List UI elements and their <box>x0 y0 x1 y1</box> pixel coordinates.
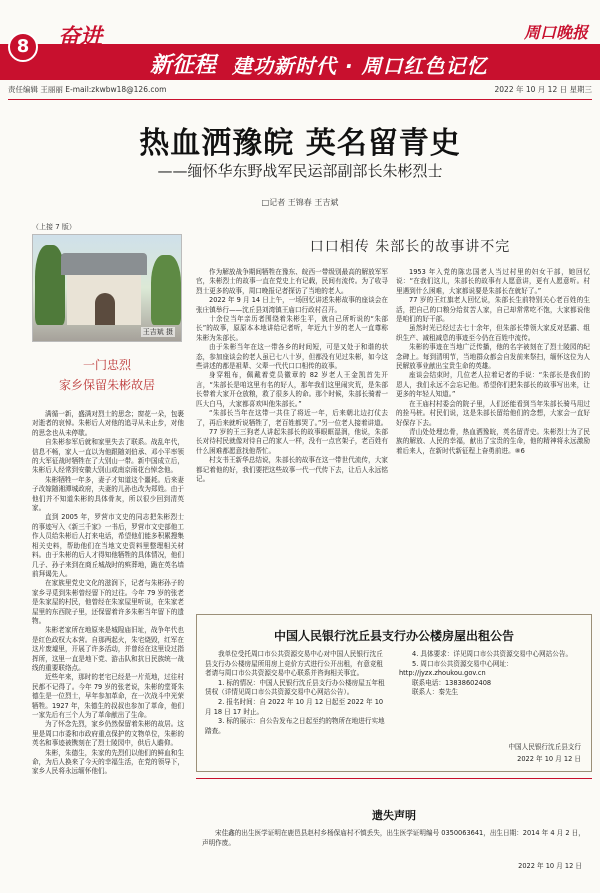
paragraph: 直到 2005 年，罗营市文史的同志把朱彬烈士的事迹写入《新三千家》一书后，罗营市文史部他工作人员给朱彬后人打来电话，希望他们能多积累搜集相关史料，帮助他们在当地文史资料里整理相关材料。由于朱彬的后人才得知他牺牲的具体情况，他们几子、孙子来到在商丘城战时的殡葬地，跪在英名墙前拜谒先人。 <box>32 513 184 578</box>
meta-line <box>8 84 592 100</box>
paragraph: 青山处处埋忠骨，热血洒豫皖，英名留青史。朱彬烈士为了民族的解放、人民的幸福，献出了宝贵的生命，他的精神将永远激励着后来人，在新时代新征程上奋勇前进。⑧6 <box>396 427 590 455</box>
notice-line: 1. 标的情况：中国人民银行沈丘县支行办公楼房屋五年租赁权（详情见周口市公共资源交易中心网站公告）。 <box>205 678 385 697</box>
notice-line: 联系电话：13838602408 <box>412 678 492 687</box>
paragraph: 77 岁的王三狗老人讲起朱部长的故事眼眶湿润，他说，朱部长对待村民就像对待自己的家人一样，没有一点官架子，老百姓有什么困难都愿意找他帮忙。 <box>196 427 388 455</box>
editor-info: 责任编辑 王丽丽 E-mail:zkwbw18@126.com <box>8 85 167 94</box>
former-residence-photo <box>32 234 182 342</box>
paragraph: 身穿粗布，佩戴着党员徽章的 82 岁老人王金凯首先开言，“朱部长是咱这里有名的好人，那年我们这里闹灾荒，是朱部长带着大家开仓放粮，救了很多人的命。那个时候，朱部长骑着一匹大白马，大家都喜欢叫他朱部长。” <box>196 371 388 408</box>
paragraph: 自朱彬参军后就和家里失去了联系。战乱年代，信息不畅，家人一直以为他跟随刘伯承、邓小平率领的大军征战时牺牲在了大别山一带。新中国成立后，朱彬后人经常到安徽大别山或南京雨花台悼念他。 <box>32 438 184 475</box>
section-heading-left-1: 一门忠烈 <box>82 358 131 372</box>
right-column-text <box>396 268 590 602</box>
paragraph: 座谈会结束时，几位老人拉着记者的手说：“朱部长是我们的恩人，我们永远不会忘记他。希望你们把朱部长的故事写出来，让更多的年轻人知道。” <box>396 371 590 399</box>
article-byline: □记者 王锦春 王吉斌 <box>261 198 339 207</box>
notice-line: 2. 报名时间：自 2022 年 10 月 12 日起至 2022 年 10 月 18 日 17 时止。 <box>205 697 384 716</box>
kicker-white-1: 新征程 <box>150 53 217 78</box>
kicker-red: 奋进 <box>58 25 103 50</box>
gate-roof <box>61 253 147 275</box>
notice-column-2 <box>399 650 583 736</box>
article-title: 热血洒豫皖 英名留青史 <box>139 126 461 161</box>
article-subtitle: ——缅怀华东野战军民运部副部长朱彬烈士 <box>157 162 443 180</box>
paragraph: 1953 年入党的陈忠国老人当过村里的妇女干部，她回忆说：“在我们这儿，朱部长的故事有人愿意讲，更有人愿意听。村里遇到什么困难，大家都说要是朱部长在就好了。” <box>396 268 590 295</box>
paragraph: 十余位当年亲历者围绕着朱彬生平，就自己所听说的“朱部长”的故事，原原本本地讲给记者听，年近九十岁的老人一直尊称朱彬为朱部长。 <box>196 315 388 342</box>
middle-column-text <box>196 268 388 602</box>
rental-notice-box <box>196 614 592 772</box>
notice-columns <box>205 650 583 736</box>
notice-line: 5. 周口市公共资源交易中心网址：http://jyzx.zhoukou.gov.cn <box>399 659 513 678</box>
paragraph: 在王庙村村委会的院子里，人们还能看到当年朱部长骑马用过的拴马桩。村民们说，这是朱部长留给他们的念想，大家会一直好好保存下去。 <box>396 399 590 427</box>
notice-column-1 <box>205 650 389 736</box>
left-column-text <box>32 410 184 873</box>
paragraph: 77 岁的王红旗老人回忆说，朱部长生前特别关心老百姓的生活，把自己的口粮分给贫苦人家，自己却常常吃不饱，大家都说他是咱们的好干部。 <box>396 296 590 324</box>
paragraph: 朱彬老家所在地原来是城隍庙旧址，战争年代也是红色政权大本营。自那两起火，朱宅烧毁，红军在这片废墟里，开展了许多活动，并曾经在这里设过指挥所，这里一直是地下党、游击队和抗日民族统一战线的重要联络点。 <box>32 626 184 672</box>
paragraph: 朱彬，朱德生，朱家的先烈们以他们的鲜血和生命，为后人换来了今天的幸福生活，在党的领导下，家乡人民将永远缅怀他们。 <box>32 748 184 776</box>
photo-credit: 王吉斌 摄 <box>142 328 173 336</box>
page-number-badge: 8 <box>8 32 38 62</box>
paragraph: 朱彬牺牲一年多，妻子才知道这个噩耗。后来妻子改嫁随湘潭城政府，夫妻的儿孙也改为郑姓。由于他们并不知道朱彬的具体骨灰，所以很少回到清英家。 <box>32 475 184 513</box>
paragraph: 由于朱彬当年在这一带各乡的时间短，可是又处于和谐的状态，参加座谈会的老人虽已七八十岁，但都没有见过朱彬，如今这些讲述的都是祖辈、父辈一代代口口相传的故事。 <box>196 343 388 371</box>
paragraph: 在家族里党史文化的滋润下，记者与朱彬孙子的家乡寻觅到朱彬曾经留下的过往。今年 79 岁的张老是朱家屋的村民，他曾经在朱家屋里听说，在朱家老屋里的东西院子里，还保留着许多朱彬当年留下的遗物。 <box>32 579 184 625</box>
notice-line: 3. 标的展示：自公告发布之日起至约的物所在地进行实地踏查。 <box>205 717 385 735</box>
paragraph: 2022 年 9 月 14 日上午，一场回忆讲述朱彬故事的座谈会在张庄镇举行——沈丘县刘湾镇王庙口行政村召开。 <box>196 296 388 314</box>
section-heading-right: 口口相传 朱部长的故事讲不完 <box>309 239 511 255</box>
tree-shape <box>151 255 181 325</box>
notice-line: 4. 具体要求：详见周口市公共资源交易中心网站公告。 <box>412 650 573 658</box>
continued-caption: （上接 7 版） <box>32 223 76 231</box>
paragraph: 虽然时光已经过去七十余年，但朱部长带领大家反对恶霸、组织生产、减租减息的事迹至今仍在百姓中流传。 <box>396 324 590 342</box>
lost-date: 2022 年 10 月 12 日 <box>518 862 582 870</box>
section-heading-left-2: 家乡保留朱彬故居 <box>58 378 155 392</box>
notice-signature: 中国人民银行沈丘县支行 <box>508 743 581 751</box>
kicker-white-2: 建功新时代 · 周口红色记忆 <box>232 54 488 78</box>
notice-date: 2022 年 10 月 12 日 <box>517 755 581 763</box>
paragraph: 近些年来，那时的老宅已经是一片荒地，过往村民都不记得了。今年 79 岁的张老说，朱彬的堂哥朱德生是一位烈士，早年参加革命，在一次战斗中光荣牺牲。1927 年，朱德生的叔叔也参加了革命，他们一家先后有三个人为了革命献出了生命。 <box>32 673 184 719</box>
lost-declaration <box>196 778 592 874</box>
notice-line: 联系人：秦先生 <box>412 688 459 697</box>
paragraph: “朱部长当年在这带一共住了将近一年，后来朝北边打仗去了，再后来就听说牺牲了，老百姓都哭了。”另一位老人接着讲道。 <box>196 409 388 427</box>
paragraph: 满循一新，盛满对烈士的思念；窗花一朵，包裹对逝者的哀悼。朱彬后人对他的追寻从未止步，对他的思念也从未停歇。 <box>32 410 184 437</box>
paragraph: 作为解放战争期间牺牲在豫东、皖西一带级别最高的解放军军官，朱彬烈士的故事一直在党史上有记载，民间有流传。为了收寻烈士更多的故事，周口晚报记者探访了当地的老人。 <box>196 268 388 295</box>
paragraph: 村支书王新华总结说，朱部长的故事在这一带世代流传，大家都记着他的好，我们要把这些故事一代一代传下去，让后人永远铭记。 <box>196 456 388 483</box>
issue-date: 2022 年 10 月 12 日 星期三 <box>494 85 592 94</box>
lost-title: 遗失声明 <box>372 809 416 822</box>
lost-body: 宋佳鑫的出生医学证明在鹿邑县赵村乡杨保庙村不慎丢失，出生医学证明编号 0350063641，出生日期：2014 年 4 月 2 日，声明作废。 <box>202 829 585 847</box>
newspaper-logo: 周口晚报 <box>523 23 588 42</box>
masthead <box>0 0 600 100</box>
paragraph: 为了怀念先烈，家乡仍然保留着朱彬的故居。这里是周口市委和市政府重点保护的文物单位，朱彬的英名和事迹被镌刻在了烈士陵园中，供后人瞻仰。 <box>32 720 184 748</box>
paragraph: 朱彬的事迹在当地广泛传播，他的名字被刻在了烈士陵园的纪念碑上。每到清明节，当地群众都会自发前来祭扫，缅怀这位为人民解放事业献出宝贵生命的英雄。 <box>396 343 590 371</box>
notice-line: 我单位受托周口市公共资源交易中心对中国人民银行沈丘县支行办公楼房屋所用房上竞价方式进行公开出租，有意竞租者请与周口市公共资源交易中心联系并咨询相关事宜。 <box>205 650 384 678</box>
notice-title: 中国人民银行沈丘县支行办公楼房屋出租公告 <box>273 629 514 643</box>
gate-door <box>95 293 115 325</box>
